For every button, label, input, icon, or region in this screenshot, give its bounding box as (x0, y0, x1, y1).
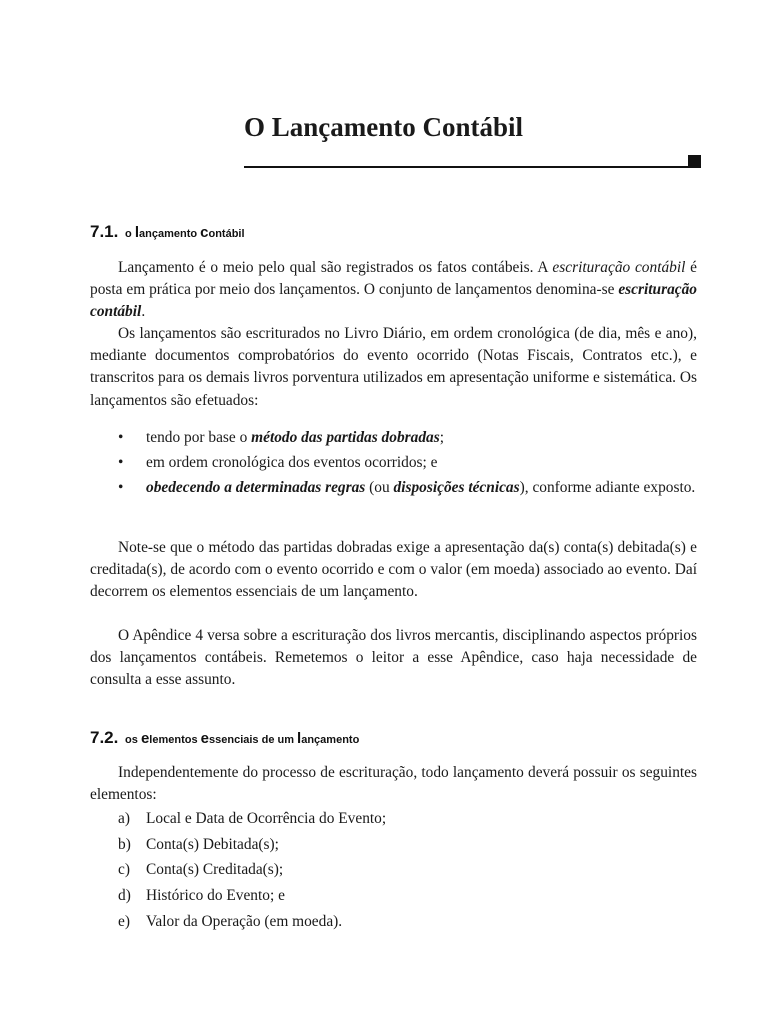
list-item (90, 859, 697, 881)
text-run: e (140, 730, 150, 747)
text-run: ontábil (208, 228, 245, 240)
bullet-list (90, 427, 697, 503)
section-title (125, 722, 359, 749)
list-item (90, 808, 697, 830)
element-list (90, 808, 697, 937)
text-run: ançamento (139, 228, 201, 240)
text-run: Livro Diário (344, 325, 423, 342)
text-run: l (134, 224, 139, 241)
item-text: Valor da Operação (em moeda). (146, 912, 343, 930)
paragraph (90, 762, 697, 806)
paragraph (90, 537, 697, 604)
bullet-icon: • (118, 479, 124, 497)
text-run: lementos (149, 734, 201, 746)
text-run: l (297, 730, 302, 747)
section-number: 7.2. (90, 728, 119, 747)
section-number: 7.1. (90, 222, 119, 241)
item-text: Local e Data de Ocorrência do Evento; (146, 810, 387, 827)
text-run: O conjunto de lançamentos denomina-se (363, 281, 619, 299)
item-letter: e) (118, 912, 130, 930)
text-run: o (125, 228, 132, 240)
bullet-icon: • (118, 429, 124, 446)
text-run: . (141, 303, 146, 321)
item-text: Conta(s) Debitada(s); (146, 835, 279, 853)
section-heading-7-1 (90, 216, 245, 244)
text-run: disposições técnicas (393, 479, 520, 497)
text-run: o (125, 734, 132, 746)
paragraph (90, 257, 697, 324)
title-rule (244, 166, 688, 168)
item-letter: a) (118, 810, 130, 827)
title-square-ornament (688, 155, 701, 168)
text-run: escrituração contábil (552, 259, 686, 276)
text-run: c (200, 224, 209, 241)
text-run: em ordem cronológica dos eventos ocorridos; e (146, 454, 438, 472)
bullet-text (146, 479, 695, 496)
item-text: Conta(s) Creditada(s); (146, 861, 284, 879)
text-run: escrituração contábil (90, 281, 697, 321)
bullet-item (90, 452, 697, 474)
section-title (125, 216, 245, 243)
bullet-text (146, 454, 437, 471)
list-item (90, 885, 697, 907)
text-run: , em ordem cronológica (de dia, mês e ano), mediante documentos comprobatórios do evento ocorrido (Notas Fiscais, Contratos etc.), e transcritos para os demais livros porventura utilizados em apresentação uniforme e sistemática. Os lançamentos são efetuados: (90, 325, 697, 409)
paragraph (90, 625, 697, 692)
text-run: obedecendo a determinadas regras (146, 479, 366, 497)
bullet-icon: • (118, 454, 124, 472)
bullet-text (146, 429, 444, 446)
text-run: é posta em prática por meio dos lançamentos. (90, 259, 698, 299)
text-run: (ou (365, 479, 394, 497)
text-run: Lançamento (118, 259, 195, 276)
text-run: ; (439, 429, 444, 446)
list-item (90, 911, 697, 933)
bullet-item (90, 427, 697, 449)
text-run: s (131, 734, 141, 746)
item-text: Histórico do Evento; e (146, 887, 285, 905)
text-run: ssenciais de um (209, 734, 298, 746)
text-run: e (200, 730, 209, 747)
text-run: tendo por base o (146, 429, 252, 446)
text-run: Independentemente do processo de escrituração, todo lançamento deverá possuir os seguintes elementos: (90, 764, 697, 804)
text-run: O Apêndice 4 versa sobre a escrituração dos livros mercantis, disciplinando aspectos próprios dos lançamentos contábeis. Remetemos o leitor a esse Apêndice, caso haja necessidade de consulta a esse assunto. (90, 627, 697, 689)
text-run: Note-se que o método das partidas dobradas exige a apresentação da(s) conta(s) debitada(s) e creditada(s), de acordo com o evento ocorrido e com o valor (em moeda) associado ao evento. Daí decorrem os elementos essenciais de um lançamento. (90, 539, 697, 601)
bullet-item (90, 477, 697, 499)
item-letter: d) (118, 887, 131, 905)
item-letter: b) (118, 835, 131, 853)
text-run: Os lançamentos são escriturados no (118, 325, 345, 342)
text-run: ançamento (301, 734, 360, 746)
item-letter: c) (118, 861, 130, 879)
chapter-title: O Lançamento Contábil (244, 112, 524, 142)
text-run: é o meio pelo qual são registrados os fatos contábeis. A (194, 259, 553, 276)
text-run: método das partidas dobradas (251, 429, 440, 446)
section-heading-7-2 (90, 722, 359, 750)
text-run: ), conforme adiante exposto. (519, 479, 696, 497)
list-item (90, 834, 697, 856)
paragraph (90, 323, 697, 412)
